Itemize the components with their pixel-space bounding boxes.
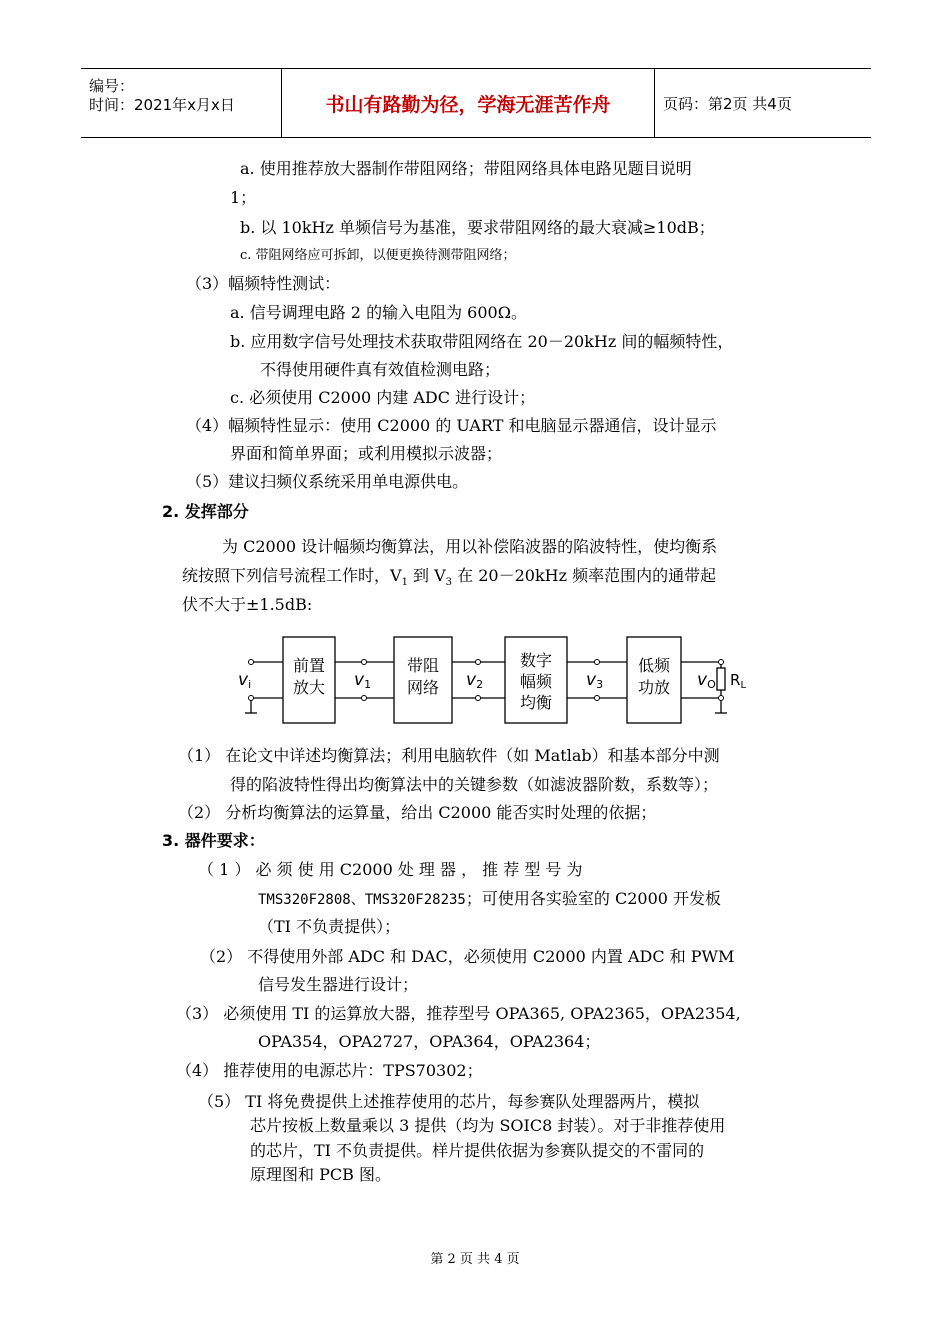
- eq-label-line3: 均衡: [519, 693, 553, 712]
- signal-symbol: v: [586, 670, 597, 690]
- header-page-label: 页码：第2页 共4页: [663, 94, 792, 113]
- signal-subscript: O: [707, 678, 716, 691]
- text-line: 界面和简单界面；或利用模拟示波器；: [230, 444, 503, 463]
- bandstop-label-line1: 带阻: [406, 656, 440, 675]
- text-line: c. 必须使用 C2000 内建 ADC 进行设计；: [230, 388, 536, 407]
- text-line: 得的陷波特性得出均衡算法中的关键参数（如滤波器阶数，系数等）；: [230, 775, 719, 794]
- text-line: 芯片按板上数量乘以 3 提供（均为 SOIC8 封装）。对于非推荐使用: [250, 1116, 726, 1135]
- signal-vi: [238, 670, 251, 691]
- resistor-symbol: R: [730, 671, 741, 689]
- header-motto: 书山有路勤为径，学海无涯苦作舟: [282, 69, 655, 137]
- signal-symbol: v: [697, 670, 708, 690]
- text-line: b. 以 10kHz 单频信号为基准，要求带阻网络的最大衰减≥10dB；: [240, 218, 715, 237]
- text-line: （3）幅频特性测试：: [186, 274, 341, 293]
- text-line: 不得使用硬件真有效值检测电路；: [260, 360, 501, 379]
- text-line: （1） 在论文中详述均衡算法；利用电脑软件（如 Matlab）和基本部分中测: [178, 746, 720, 765]
- page-footer: 第 2 页 共 4 页: [430, 1252, 520, 1267]
- power-amp-label-line1: 低频: [637, 656, 671, 675]
- signal-subscript: 2: [476, 678, 484, 691]
- text-segment: 在 20－20kHz 频率范围内的通带起: [452, 566, 717, 585]
- text-line: （4）幅频特性显示：使用 C2000 的 UART 和电脑显示器通信，设计显示: [186, 416, 717, 435]
- text-segment: 统按照下列信号流程工作时，V: [182, 566, 402, 585]
- load-resistor-label: [730, 671, 746, 691]
- signal-v1: [354, 670, 371, 691]
- signal-v2: [466, 670, 483, 691]
- preamp-label-line1: 前置: [292, 656, 326, 675]
- code-label: 编号：: [89, 77, 135, 95]
- text-line: （5）建议扫频仪系统采用单电源供电。: [186, 472, 469, 491]
- signal-subscript: 3: [596, 678, 604, 691]
- text-line: 为 C2000 设计幅频均衡算法，用以补偿陷波器的陷波特性，使均衡系: [222, 537, 718, 556]
- text-segment: 到 V: [407, 566, 446, 585]
- text-line: 原理图和 PCB 图。: [250, 1165, 391, 1184]
- text-line: a. 信号调理电路 2 的输入电阻为 600Ω。: [230, 303, 527, 322]
- eq-label-line2: 幅频: [519, 672, 553, 691]
- eq-label-line1: 数字: [519, 651, 553, 670]
- preamp-label-line2: 放大: [292, 678, 326, 697]
- text-line: a. 使用推荐放大器制作带阻网络；带阻网络具体电路见题目说明: [240, 159, 692, 178]
- signal-subscript: i: [248, 678, 252, 691]
- section-heading: 2. 发挥部分: [162, 502, 249, 521]
- text-line: c. 带阻网络应可拆卸，以便更换待测带阻网络；: [240, 248, 516, 263]
- text-line: （2） 不得使用外部 ADC 和 DAC，必须使用 C2000 内置 ADC 和 PWM: [200, 947, 735, 966]
- subscript: 1: [401, 577, 408, 589]
- text-segment: TMS320F2808、TMS320F28235: [258, 892, 466, 908]
- signal-symbol: v: [238, 670, 249, 690]
- bandstop-label-line2: 网络: [406, 678, 440, 697]
- text-line: （2） 分析均衡算法的运算量，给出 C2000 能否实时处理的依据；: [178, 803, 657, 822]
- signal-v3: [586, 670, 603, 691]
- signal-subscript: 1: [364, 678, 372, 691]
- signal-symbol: v: [466, 670, 477, 690]
- text-line: [258, 891, 721, 907]
- text-line: （TI 不负责提供）；: [258, 917, 401, 936]
- text-line: 1；: [230, 188, 257, 207]
- text-segment: ；可使用各实验室的 C2000 开发板: [465, 889, 722, 908]
- signal-symbol: v: [354, 670, 365, 690]
- signal-vo: [697, 670, 716, 691]
- power-amp-label-line2: 功放: [637, 678, 671, 697]
- resistor-subscript: L: [740, 680, 747, 691]
- subscript: 3: [445, 577, 453, 589]
- date-label: 时间：2021年x月x日: [89, 96, 235, 114]
- text-line: 信号发生器进行设计；: [258, 975, 419, 994]
- text-line: OPA354，OPA2727，OPA364，OPA2364；: [258, 1032, 601, 1051]
- section-heading: 3. 器件要求：: [162, 831, 265, 850]
- text-line: （ 1 ） 必 须 使 用 C2000 处 理 器 ， 推 荐 型 号 为: [198, 860, 583, 879]
- text-line: （3） 必须使用 TI 的运算放大器，推荐型号 OPA365, OPA2365，OPA2354,: [176, 1004, 741, 1023]
- text-line: 的芯片，TI 不负责提供。样片提供依据为参赛队提交的不雷同的: [250, 1141, 705, 1160]
- text-line: （5） TI 将免费提供上述推荐使用的芯片，每参赛队处理器两片，模拟: [198, 1092, 700, 1111]
- text-line: b. 应用数字信号处理技术获取带阻网络在 20－20kHz 间的幅频特性，: [230, 332, 734, 351]
- text-line: 伏不大于±1.5dB:: [182, 595, 313, 614]
- text-line: （4） 推荐使用的电源芯片：TPS70302；: [176, 1061, 483, 1080]
